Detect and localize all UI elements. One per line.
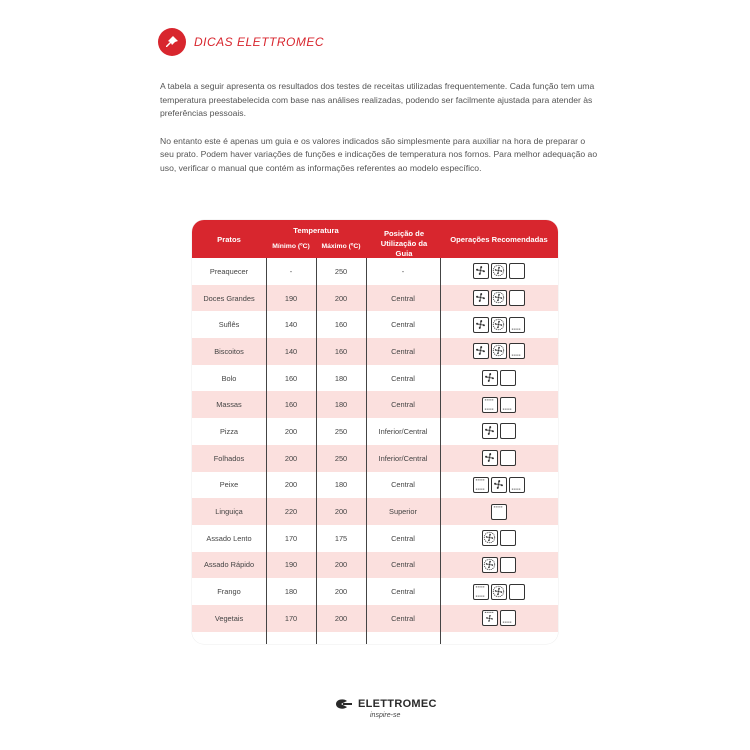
table-row xyxy=(192,605,558,632)
cell-posicao: Central xyxy=(391,480,415,490)
cell-prato: Biscoitos xyxy=(214,346,244,356)
cell-maximo: 175 xyxy=(334,533,348,543)
brand-name: ELETTROMEC xyxy=(358,698,437,710)
cell-maximo: 250 xyxy=(334,453,348,463)
fan-heat-mode-icon xyxy=(482,530,498,546)
cell-prato: Suflês xyxy=(218,320,240,330)
cell-operacoes xyxy=(440,498,558,525)
cell-posicao: Central xyxy=(391,613,415,623)
cell-operacoes xyxy=(440,578,558,605)
cell-maximo: 160 xyxy=(334,346,348,356)
elettromec-logo-icon xyxy=(334,697,354,711)
section-title: DICAS ELETTROMEC xyxy=(194,35,325,49)
empty-mode-icon xyxy=(500,557,516,573)
cell-prato: Pizza xyxy=(219,426,239,436)
intro-paragraph-1: A tabela a seguir apresenta os resultados dos testes de receitas utilizadas frequentemente. Cada função tem uma temperatura preestabelecida com base nas análises realizadas, podendo ser facilmente ajustada para atender às preferências pessoais. xyxy=(160,81,595,118)
fan-heat-mode-icon xyxy=(491,343,507,359)
cell-prato: Preaquecer xyxy=(209,266,249,276)
cell-posicao: - xyxy=(401,266,405,276)
top-fan-mode-icon xyxy=(482,610,498,626)
brand-tagline: inspire-se xyxy=(370,712,401,719)
cell-posicao: Central xyxy=(391,346,415,356)
top-bottom-mode-icon xyxy=(473,477,489,493)
pin-icon xyxy=(158,28,186,56)
cell-operacoes xyxy=(440,418,558,445)
cell-minimo: 140 xyxy=(284,320,298,330)
cell-operacoes xyxy=(440,445,558,472)
empty-mode-icon xyxy=(509,263,525,279)
fan-heat-mode-icon xyxy=(491,263,507,279)
cell-posicao: Central xyxy=(391,320,415,330)
empty-mode-icon xyxy=(500,450,516,466)
table-row xyxy=(192,552,558,579)
cell-maximo: 200 xyxy=(334,293,348,303)
table-row xyxy=(192,258,558,285)
empty-mode-icon xyxy=(500,423,516,439)
column-divider xyxy=(316,258,317,644)
cell-maximo: 250 xyxy=(334,266,348,276)
cell-maximo: 200 xyxy=(334,560,348,570)
cell-maximo: 250 xyxy=(334,426,348,436)
cell-operacoes xyxy=(440,338,558,365)
column-divider xyxy=(266,258,267,644)
fan-mode-icon xyxy=(482,450,498,466)
table-row xyxy=(192,578,558,605)
fan-mode-icon xyxy=(473,290,489,306)
header-posicao: Posição de Utilização da Guia xyxy=(380,229,428,258)
empty-mode-icon xyxy=(509,584,525,600)
fan-mode-icon xyxy=(473,343,489,359)
fan-mode-icon xyxy=(473,317,489,333)
empty-mode-icon xyxy=(509,290,525,306)
fan-heat-mode-icon xyxy=(491,584,507,600)
top-mode-icon xyxy=(491,504,507,520)
cell-prato: Massas xyxy=(216,400,242,410)
bottom-mode-icon xyxy=(509,317,525,333)
cell-minimo: 170 xyxy=(284,533,298,543)
cell-maximo: 180 xyxy=(334,373,348,383)
table-row xyxy=(192,338,558,365)
footer-brand xyxy=(334,697,437,711)
table-body xyxy=(192,258,558,632)
cell-prato: Frango xyxy=(217,587,241,597)
cell-posicao: Central xyxy=(391,400,415,410)
cell-minimo: 200 xyxy=(284,426,298,436)
table-row xyxy=(192,418,558,445)
fan-mode-icon xyxy=(491,477,507,493)
cell-minimo: 200 xyxy=(284,453,298,463)
cell-operacoes xyxy=(440,472,558,499)
cell-operacoes xyxy=(440,285,558,312)
cell-operacoes xyxy=(440,391,558,418)
cell-maximo: 180 xyxy=(334,480,348,490)
column-divider xyxy=(366,258,367,644)
table-row xyxy=(192,445,558,472)
cell-prato: Folhados xyxy=(213,453,245,463)
empty-mode-icon xyxy=(500,530,516,546)
cell-operacoes xyxy=(440,258,558,285)
cell-minimo: 170 xyxy=(284,613,298,623)
empty-mode-icon xyxy=(500,370,516,386)
page-header xyxy=(158,28,324,56)
fan-heat-mode-icon xyxy=(482,557,498,573)
header-maximo: Máximo (ºC) xyxy=(321,243,361,250)
cell-prato: Assado Lento xyxy=(206,533,252,543)
cell-posicao: Superior xyxy=(389,507,417,517)
cell-posicao: Inferior/Central xyxy=(378,453,428,463)
header-minimo: Mínimo (ºC) xyxy=(272,243,310,250)
cell-minimo: 160 xyxy=(284,373,298,383)
cell-prato: Peixe xyxy=(219,480,239,490)
cell-posicao: Central xyxy=(391,373,415,383)
fan-heat-mode-icon xyxy=(491,317,507,333)
cell-minimo: 180 xyxy=(284,587,298,597)
column-divider xyxy=(440,258,441,644)
header-operacoes: Operações Recomendadas xyxy=(450,235,548,244)
table-row xyxy=(192,498,558,525)
cell-minimo: 220 xyxy=(284,507,298,517)
table-row xyxy=(192,365,558,392)
cell-maximo: 180 xyxy=(334,400,348,410)
cell-posicao: Central xyxy=(391,533,415,543)
cell-minimo: 140 xyxy=(284,346,298,356)
intro-paragraph-2: No entanto este é apenas um guia e os valores indicados são simplesmente para auxiliar na hora de preparar o seu prato. Podem haver variações de funções e indicações de temperatura nos fornos. Para melhor adequação ao uso, verificar o manual que contém as informações referentes ao modelo específico. xyxy=(160,135,598,173)
bottom-mode-icon xyxy=(509,343,525,359)
intro-text xyxy=(160,80,600,189)
fan-mode-icon xyxy=(482,370,498,386)
table-row xyxy=(192,311,558,338)
bottom-mode-icon xyxy=(500,397,516,413)
cell-operacoes xyxy=(440,605,558,632)
cell-minimo: 190 xyxy=(284,293,298,303)
cell-maximo: 200 xyxy=(334,613,348,623)
cell-maximo: 200 xyxy=(334,587,348,597)
table-row xyxy=(192,525,558,552)
cell-prato: Bolo xyxy=(221,373,237,383)
table-row xyxy=(192,472,558,499)
cell-posicao: Central xyxy=(391,587,415,597)
cell-prato: Vegetais xyxy=(214,613,244,623)
table-header xyxy=(192,220,558,258)
cell-maximo: 160 xyxy=(334,320,348,330)
table-row xyxy=(192,391,558,418)
fan-mode-icon xyxy=(473,263,489,279)
cell-operacoes xyxy=(440,365,558,392)
table-row xyxy=(192,285,558,312)
cell-minimo: 200 xyxy=(284,480,298,490)
cell-posicao: Inferior/Central xyxy=(378,426,428,436)
top-bottom-mode-icon xyxy=(473,584,489,600)
cell-operacoes xyxy=(440,525,558,552)
cell-operacoes xyxy=(440,311,558,338)
cell-prato: Linguiça xyxy=(215,507,243,517)
cell-minimo: 160 xyxy=(284,400,298,410)
cell-minimo: 190 xyxy=(284,560,298,570)
fan-heat-mode-icon xyxy=(491,290,507,306)
cell-prato: Doces Grandes xyxy=(203,293,255,303)
top-bottom-mode-icon xyxy=(482,397,498,413)
cell-prato: Assado Rápido xyxy=(203,560,255,570)
cell-minimo: - xyxy=(289,266,293,276)
header-pratos: Pratos xyxy=(217,235,241,244)
bottom-mode-icon xyxy=(509,477,525,493)
cell-posicao: Central xyxy=(391,293,415,303)
bottom-mode-icon xyxy=(500,610,516,626)
cell-posicao: Central xyxy=(391,560,415,570)
fan-mode-icon xyxy=(482,423,498,439)
cell-operacoes xyxy=(440,552,558,579)
recipe-table xyxy=(192,220,558,644)
cell-maximo: 200 xyxy=(334,507,348,517)
header-temperatura: Temperatura xyxy=(293,226,339,235)
